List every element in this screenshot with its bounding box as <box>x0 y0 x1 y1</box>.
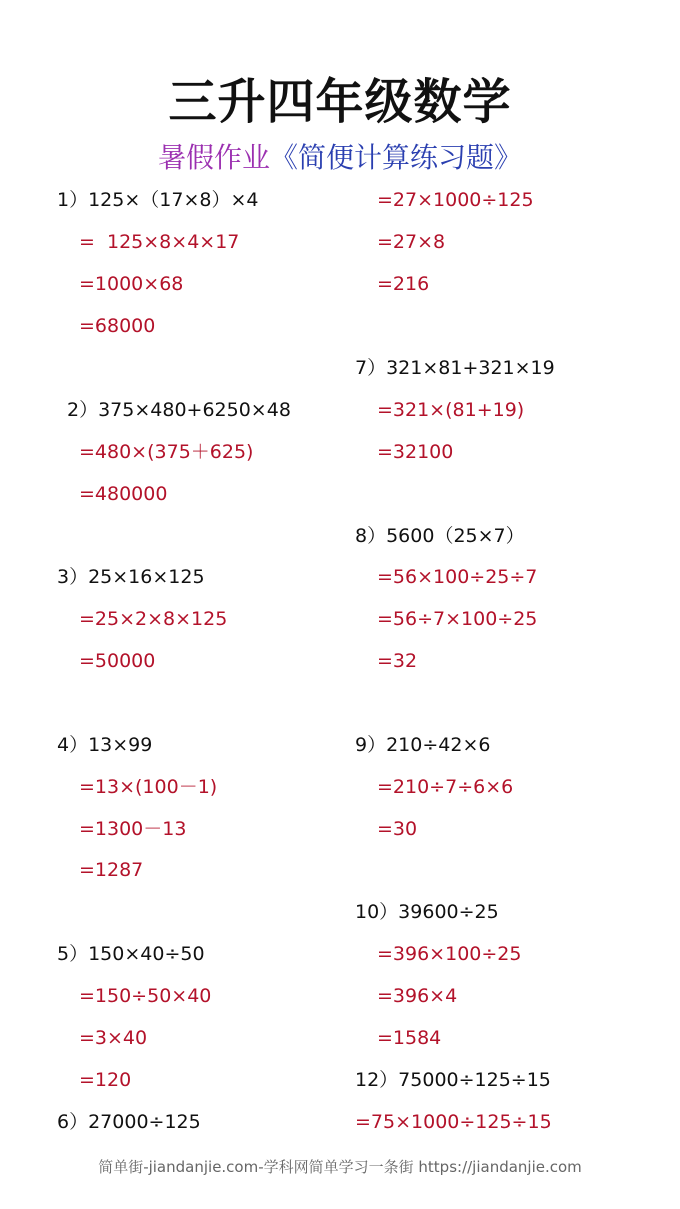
page-title: 三升四年级数学 <box>168 74 512 130</box>
solution-step: =50000 <box>79 650 156 672</box>
problem-6: 6）27000÷125 <box>57 1111 201 1133</box>
solution-step: =1287 <box>79 859 144 881</box>
solution-step: =56÷7×100÷25 <box>377 608 538 630</box>
solution-step: =1000×68 <box>79 273 184 295</box>
problem-7: 7）321×81+321×19 <box>355 357 555 379</box>
problem-10: 10）39600÷25 <box>355 901 499 923</box>
problem-5: 5）150×40÷50 <box>57 943 205 965</box>
solution-step: =27×8 <box>377 231 446 253</box>
subtitle-part2: 《简便计算练习题》 <box>270 141 523 174</box>
problem-4: 4）13×99 <box>57 734 153 756</box>
solution-step: =210÷7÷6×6 <box>377 776 514 798</box>
solution-step: =68000 <box>79 315 156 337</box>
solution-step: =25×2×8×125 <box>79 608 228 630</box>
solution-step: =150÷50×40 <box>79 985 212 1007</box>
page-subtitle <box>0 138 680 178</box>
solution-step: =480000 <box>79 483 168 505</box>
solution-step: =396×4 <box>377 985 458 1007</box>
solution-step: = 125×8×4×17 <box>79 231 240 253</box>
solution-step: =3×40 <box>79 1027 148 1049</box>
problem-3: 3）25×16×125 <box>57 566 205 588</box>
solution-step: =480×(375＋625) <box>79 441 254 463</box>
problem-2: 2）375×480+6250×48 <box>67 399 291 421</box>
footer-watermark: 简单街-jiandanjie.com-学科网简单学习一条街 https://jiandanjie.com <box>98 1158 582 1176</box>
solution-step: =27×1000÷125 <box>377 189 534 211</box>
subtitle-part1: 暑假作业 <box>157 141 270 174</box>
problem-1: 1）125×（17×8）×4 <box>57 189 259 211</box>
problem-9: 9）210÷42×6 <box>355 734 491 756</box>
solution-step: =56×100÷25÷7 <box>377 566 538 588</box>
solution-step: =1300－13 <box>79 818 187 840</box>
solution-step: =32100 <box>377 441 454 463</box>
solution-step: =13×(100－1) <box>79 776 218 798</box>
solution-step: =216 <box>377 273 430 295</box>
solution-step: =30 <box>377 818 418 840</box>
solution-step: =32 <box>377 650 418 672</box>
problem-12: 12）75000÷125÷15 <box>355 1069 551 1091</box>
solution-step: =75×1000÷125÷15 <box>355 1111 552 1133</box>
solution-step: =321×(81+19) <box>377 399 525 421</box>
solution-step: =120 <box>79 1069 132 1091</box>
problem-8: 8）5600（25×7） <box>355 525 525 547</box>
solution-step: =1584 <box>377 1027 442 1049</box>
solution-step: =396×100÷25 <box>377 943 522 965</box>
